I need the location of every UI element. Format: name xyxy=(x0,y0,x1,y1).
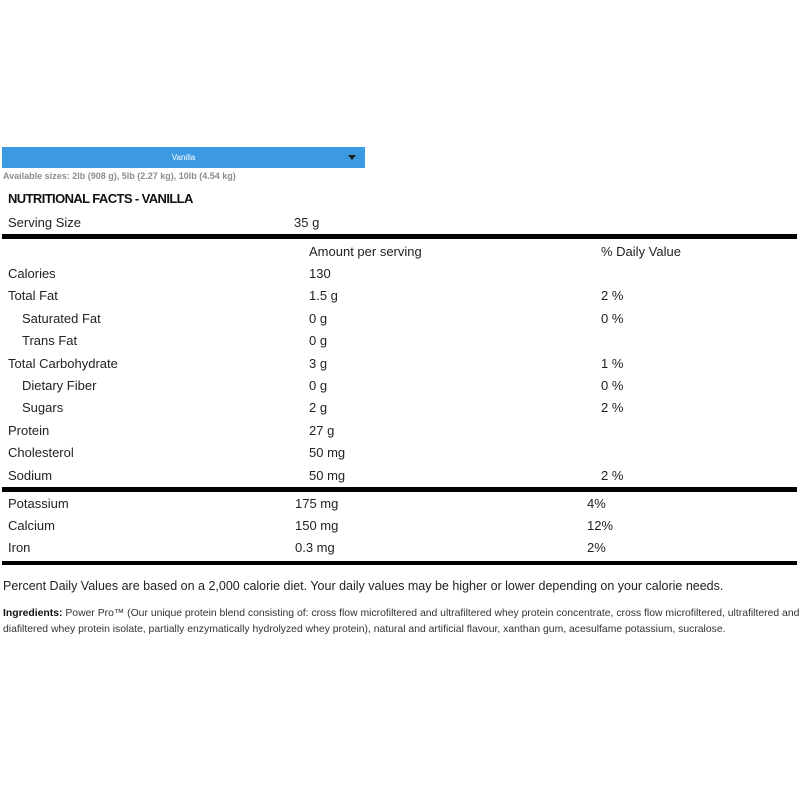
nutrient-amount: 27 g xyxy=(309,422,335,438)
nutrient-amount: 1.5 g xyxy=(309,288,338,304)
nutrient-amount: 175 mg xyxy=(295,495,339,511)
nutrient-name: Total Carbohydrate xyxy=(8,355,118,371)
table-row xyxy=(2,374,797,396)
nutrient-name: Potassium xyxy=(8,495,69,511)
table-row xyxy=(2,330,797,352)
nutrient-daily-value: 0 % xyxy=(601,310,624,326)
nutrient-daily-value: 2 % xyxy=(601,288,624,304)
nutrient-name: Protein xyxy=(8,422,50,438)
nutrient-daily-value xyxy=(601,330,797,352)
nutrient-daily-value xyxy=(601,262,797,284)
nutrient-name: Sugars xyxy=(22,400,64,416)
table-row xyxy=(2,492,797,514)
table-row xyxy=(2,352,797,374)
nutrient-name: Saturated Fat xyxy=(22,310,101,326)
serving-size-value: 35 g xyxy=(294,215,320,230)
flavor-select-value: Vanilla xyxy=(171,153,196,162)
nutrient-name: Cholesterol xyxy=(8,445,74,461)
table-row xyxy=(2,285,797,307)
table-row xyxy=(2,397,797,419)
nutrient-daily-value: 4% xyxy=(587,495,606,511)
serving-size-label: Serving Size xyxy=(8,215,81,230)
table-row xyxy=(2,442,797,464)
nutrient-amount: 0 g xyxy=(309,333,328,349)
available-sizes: Available sizes: 2lb (908 g), 5lb (2.27 kg), 10lb (4.54 kg) xyxy=(3,171,236,181)
nutrient-name: Calcium xyxy=(8,518,55,534)
nutrient-daily-value: 2 % xyxy=(601,467,624,483)
table-row xyxy=(2,537,797,559)
nutrition-table xyxy=(2,240,797,486)
nutrient-daily-value: 0 % xyxy=(601,378,624,394)
flavor-select[interactable] xyxy=(2,147,365,168)
nutrient-daily-value: 1 % xyxy=(601,355,624,371)
nutrient-amount: 0 g xyxy=(309,378,328,394)
minerals-table xyxy=(2,492,797,559)
chevron-down-icon[interactable] xyxy=(348,155,356,160)
nutrient-name: Iron xyxy=(8,540,31,556)
table-row xyxy=(2,464,797,486)
nutrient-name: Total Fat xyxy=(8,288,58,304)
nutrient-amount: 50 mg xyxy=(309,467,346,483)
nutrient-amount: 130 xyxy=(309,266,331,282)
table-row xyxy=(2,419,797,441)
thick-divider xyxy=(2,234,797,239)
thick-divider xyxy=(2,561,797,565)
table-header-row xyxy=(2,240,797,262)
nutrient-amount: 0.3 mg xyxy=(295,540,335,556)
nutrient-name: Calories xyxy=(8,266,56,282)
nutrient-name: Dietary Fiber xyxy=(22,378,97,394)
nutrient-daily-value: 12% xyxy=(587,518,614,534)
nutrient-daily-value: 2 % xyxy=(601,400,624,416)
ingredients-text xyxy=(3,606,800,638)
facts-title: NUTRITIONAL FACTS - VANILLA xyxy=(8,191,193,206)
nutrient-amount: 3 g xyxy=(309,355,328,371)
daily-value-header: % Daily Value xyxy=(601,243,681,259)
table-row xyxy=(2,514,797,536)
nutrient-daily-value xyxy=(601,419,797,441)
nutrient-daily-value xyxy=(601,442,797,464)
nutrient-amount: 50 mg xyxy=(309,445,346,461)
nutrient-amount: 0 g xyxy=(309,310,328,326)
table-row xyxy=(2,262,797,284)
table-row xyxy=(2,307,797,329)
nutrient-daily-value: 2% xyxy=(587,540,606,556)
nutrient-name: Sodium xyxy=(8,467,53,483)
nutrient-amount: 2 g xyxy=(309,400,328,416)
ingredients-label: Ingredients: xyxy=(3,608,63,619)
nutrient-name: Trans Fat xyxy=(22,333,78,349)
nutrient-amount: 150 mg xyxy=(295,518,339,534)
ingredients-body: Power Pro™ (Our unique protein blend consisting of: cross flow microfiltered and ultrafiltered whey protein concentrate, cross flow microfiltered, ultrafiltered and diafiltered whey protein isolate, partially enzymatically hydrolyzed whey protein), natural and artificial flavour, xanthan gum, acesulfame potassium, sucralose. xyxy=(3,608,800,635)
disclaimer-text: Percent Daily Values are based on a 2,000 calorie diet. Your daily values may be higher or lower depending on your calorie needs. xyxy=(3,579,724,593)
amount-header: Amount per serving xyxy=(309,243,422,259)
